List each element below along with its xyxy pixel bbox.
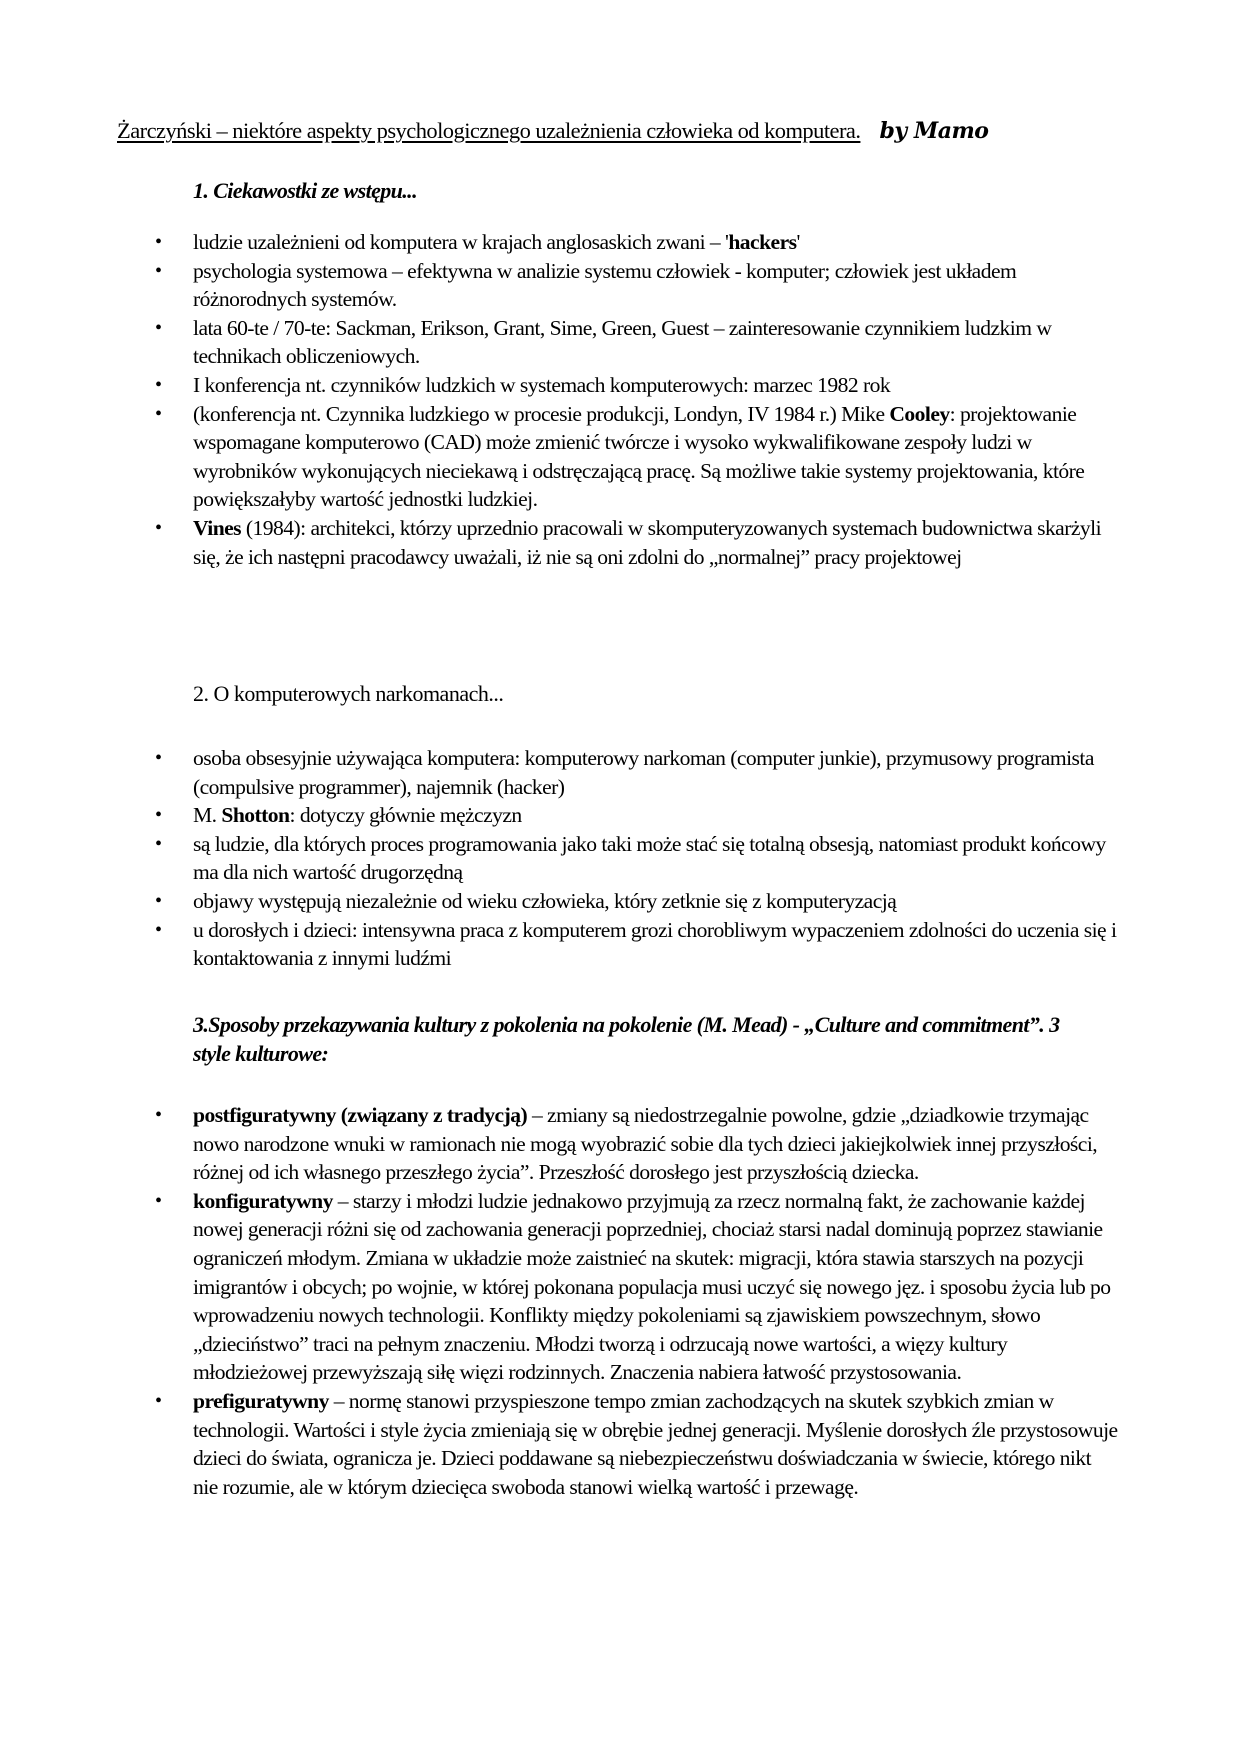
bullet-icon: • bbox=[155, 316, 162, 339]
list-item: • są ludzie, dla których proces programowania jako taki może stać się totalną obsesją, natomiast produkt końcowy ma dla nich wartość drugorzędną bbox=[155, 831, 1106, 885]
list-item: • postfiguratywny (związany z tradycją) – zmiany są niedostrzegalnie powolne, gdzie „dziadkowie trzymając nowo narodzone wnuki w ramionach nie mogą wyobrazić sobie dla tych dzieci jakiejkolwiek innej przyszłości, różnej od ich własnego przeszłego życia”. Przeszłość dorosłego jest przyszłością dziecka. bbox=[155, 1103, 1098, 1185]
list-item: • I konferencja nt. czynników ludzkich w systemach komputerowych: marzec 1982 rok bbox=[0, 371, 1120, 400]
bullet-icon: • bbox=[155, 747, 162, 769]
document-header bbox=[117, 118, 988, 144]
list-item: • objawy występują niezależnie od wieku człowieka, który zetknie się z komputeryzacją bbox=[0, 887, 1120, 916]
list-item: • M. Shotton: dotyczy głównie mężczyzn bbox=[0, 801, 1120, 830]
bullet-icon: • bbox=[155, 918, 162, 941]
list-item: • Vines (1984): architekci, którzy uprzednio pracowali w skomputeryzowanych systemach budownictwa skarżyli się, że ich następni pracodawcy uważali, iż nie są oni zdolni do „normalnej” pracy projektowej bbox=[155, 515, 1102, 569]
list-item: • ludzie uzależnieni od komputera w krajach anglosaskich zwani – 'hackers' bbox=[0, 228, 1120, 257]
document-title: Żarczyński – niektóre aspekty psychologicznego uzależnienia człowieka od komputera. bbox=[117, 118, 861, 143]
bullet-icon: • bbox=[155, 402, 162, 425]
bullet-icon: • bbox=[155, 1104, 162, 1126]
list-item: • u dorosłych i dzieci: intensywna praca z komputerem grozi chorobliwym wypaczeniem zdolności do uczenia się i kontaktowania z innymi ludźmi bbox=[155, 917, 1117, 971]
list-item: • (konferencja nt. Czynnika ludzkiego w procesie produkcji, Londyn, IV 1984 r.) Mike Cooley: projektowanie wspomagane komputerowo (CAD) może zmienić twórcze i wysoko wykwalifikowane zespoły ludzi w wyrobników wykonujących nieciekawą i odstręczającą pracę. Są możliwe takie systemy projektowania, które powiększałyby wartość jednostki ludzkiej. bbox=[155, 401, 1085, 512]
section-3-heading: 3.Sposoby przekazywania kultury z pokolenia na pokolenie (M. Mead) - „Culture and commitment”. 3 style kulturowe: bbox=[193, 1012, 1060, 1066]
section-3-list bbox=[0, 1101, 1240, 1501]
bullet-icon: • bbox=[155, 373, 162, 396]
list-item: • lata 60-te / 70-te: Sackman, Erikson, Grant, Sime, Green, Guest – zainteresowanie czynnikiem ludzkim w technikach obliczeniowych. bbox=[155, 315, 1052, 369]
list-item: • prefiguratywny – normę stanowi przyspieszone tempo zmian zachodzących na skutek szybkich zmian w technologii. Wartości i style życia zmieniają się w obrębie jednej generacji. Myślenie dorosłych źle przystosowuje dzieci do świata, ogranicza je. Dzieci poddawane są niebezpieczeństwu doświadczania w świecie, którego nikt nie rozumie, ale w którym dziecięca swoboda stanowi wielką wartość i przewagę. bbox=[155, 1388, 1118, 1499]
section-1-heading: 1. Ciekawostki ze wstępu... bbox=[193, 178, 417, 203]
bullet-icon: • bbox=[155, 516, 162, 539]
bullet-icon: • bbox=[155, 832, 162, 855]
section-1-list bbox=[0, 228, 1240, 571]
bullet-icon: • bbox=[155, 1389, 162, 1412]
author-signature: by Mamo bbox=[879, 118, 989, 144]
bullet-icon: • bbox=[155, 259, 162, 282]
bullet-icon: • bbox=[155, 1189, 162, 1212]
bullet-icon: • bbox=[155, 804, 162, 827]
list-item: • konfiguratywny – starzy i młodzi ludzie jednakowo przyjmują za rzecz normalną fakt, że zachowanie każdej nowej generacji różni się od zachowania generacji poprzedniej, chociaż starsi nadal dominują poprzez stawianie ograniczeń młodym. Zmiana w układzie może zaistnieć na skutek: migracji, która stawia starszych na pozycji imigrantów i obcych; po wojnie, w której pokonana populacja musi uczyć się nowego jęz. i sposobu życia lub po wprowadzeniu nowych technologii. Konflikty między pokoleniami są zjawiskiem powszechnym, słowo „dzieciństwo” traci na pełnym znaczeniu. Młodzi tworzą i odrzucają nowe wartości, a więzy kultury młodzieżowej przewyższają siłę więzi rodzinnych. Znaczenia nabiera łatwość przystosowania. bbox=[155, 1188, 1111, 1385]
section-2-heading: 2. O komputerowych narkomanach... bbox=[193, 681, 504, 706]
bullet-icon: • bbox=[155, 231, 162, 253]
list-item: • psychologia systemowa – efektywna w analizie systemu człowiek - komputer; człowiek jest układem różnorodnych systemów. bbox=[155, 258, 1017, 312]
section-2-list bbox=[0, 744, 1240, 973]
bullet-icon: • bbox=[155, 889, 162, 912]
list-item: • osoba obsesyjnie używająca komputera: komputerowy narkoman (computer junkie), przymusowy programista (compulsive programmer), najemnik (hacker) bbox=[155, 746, 1094, 799]
